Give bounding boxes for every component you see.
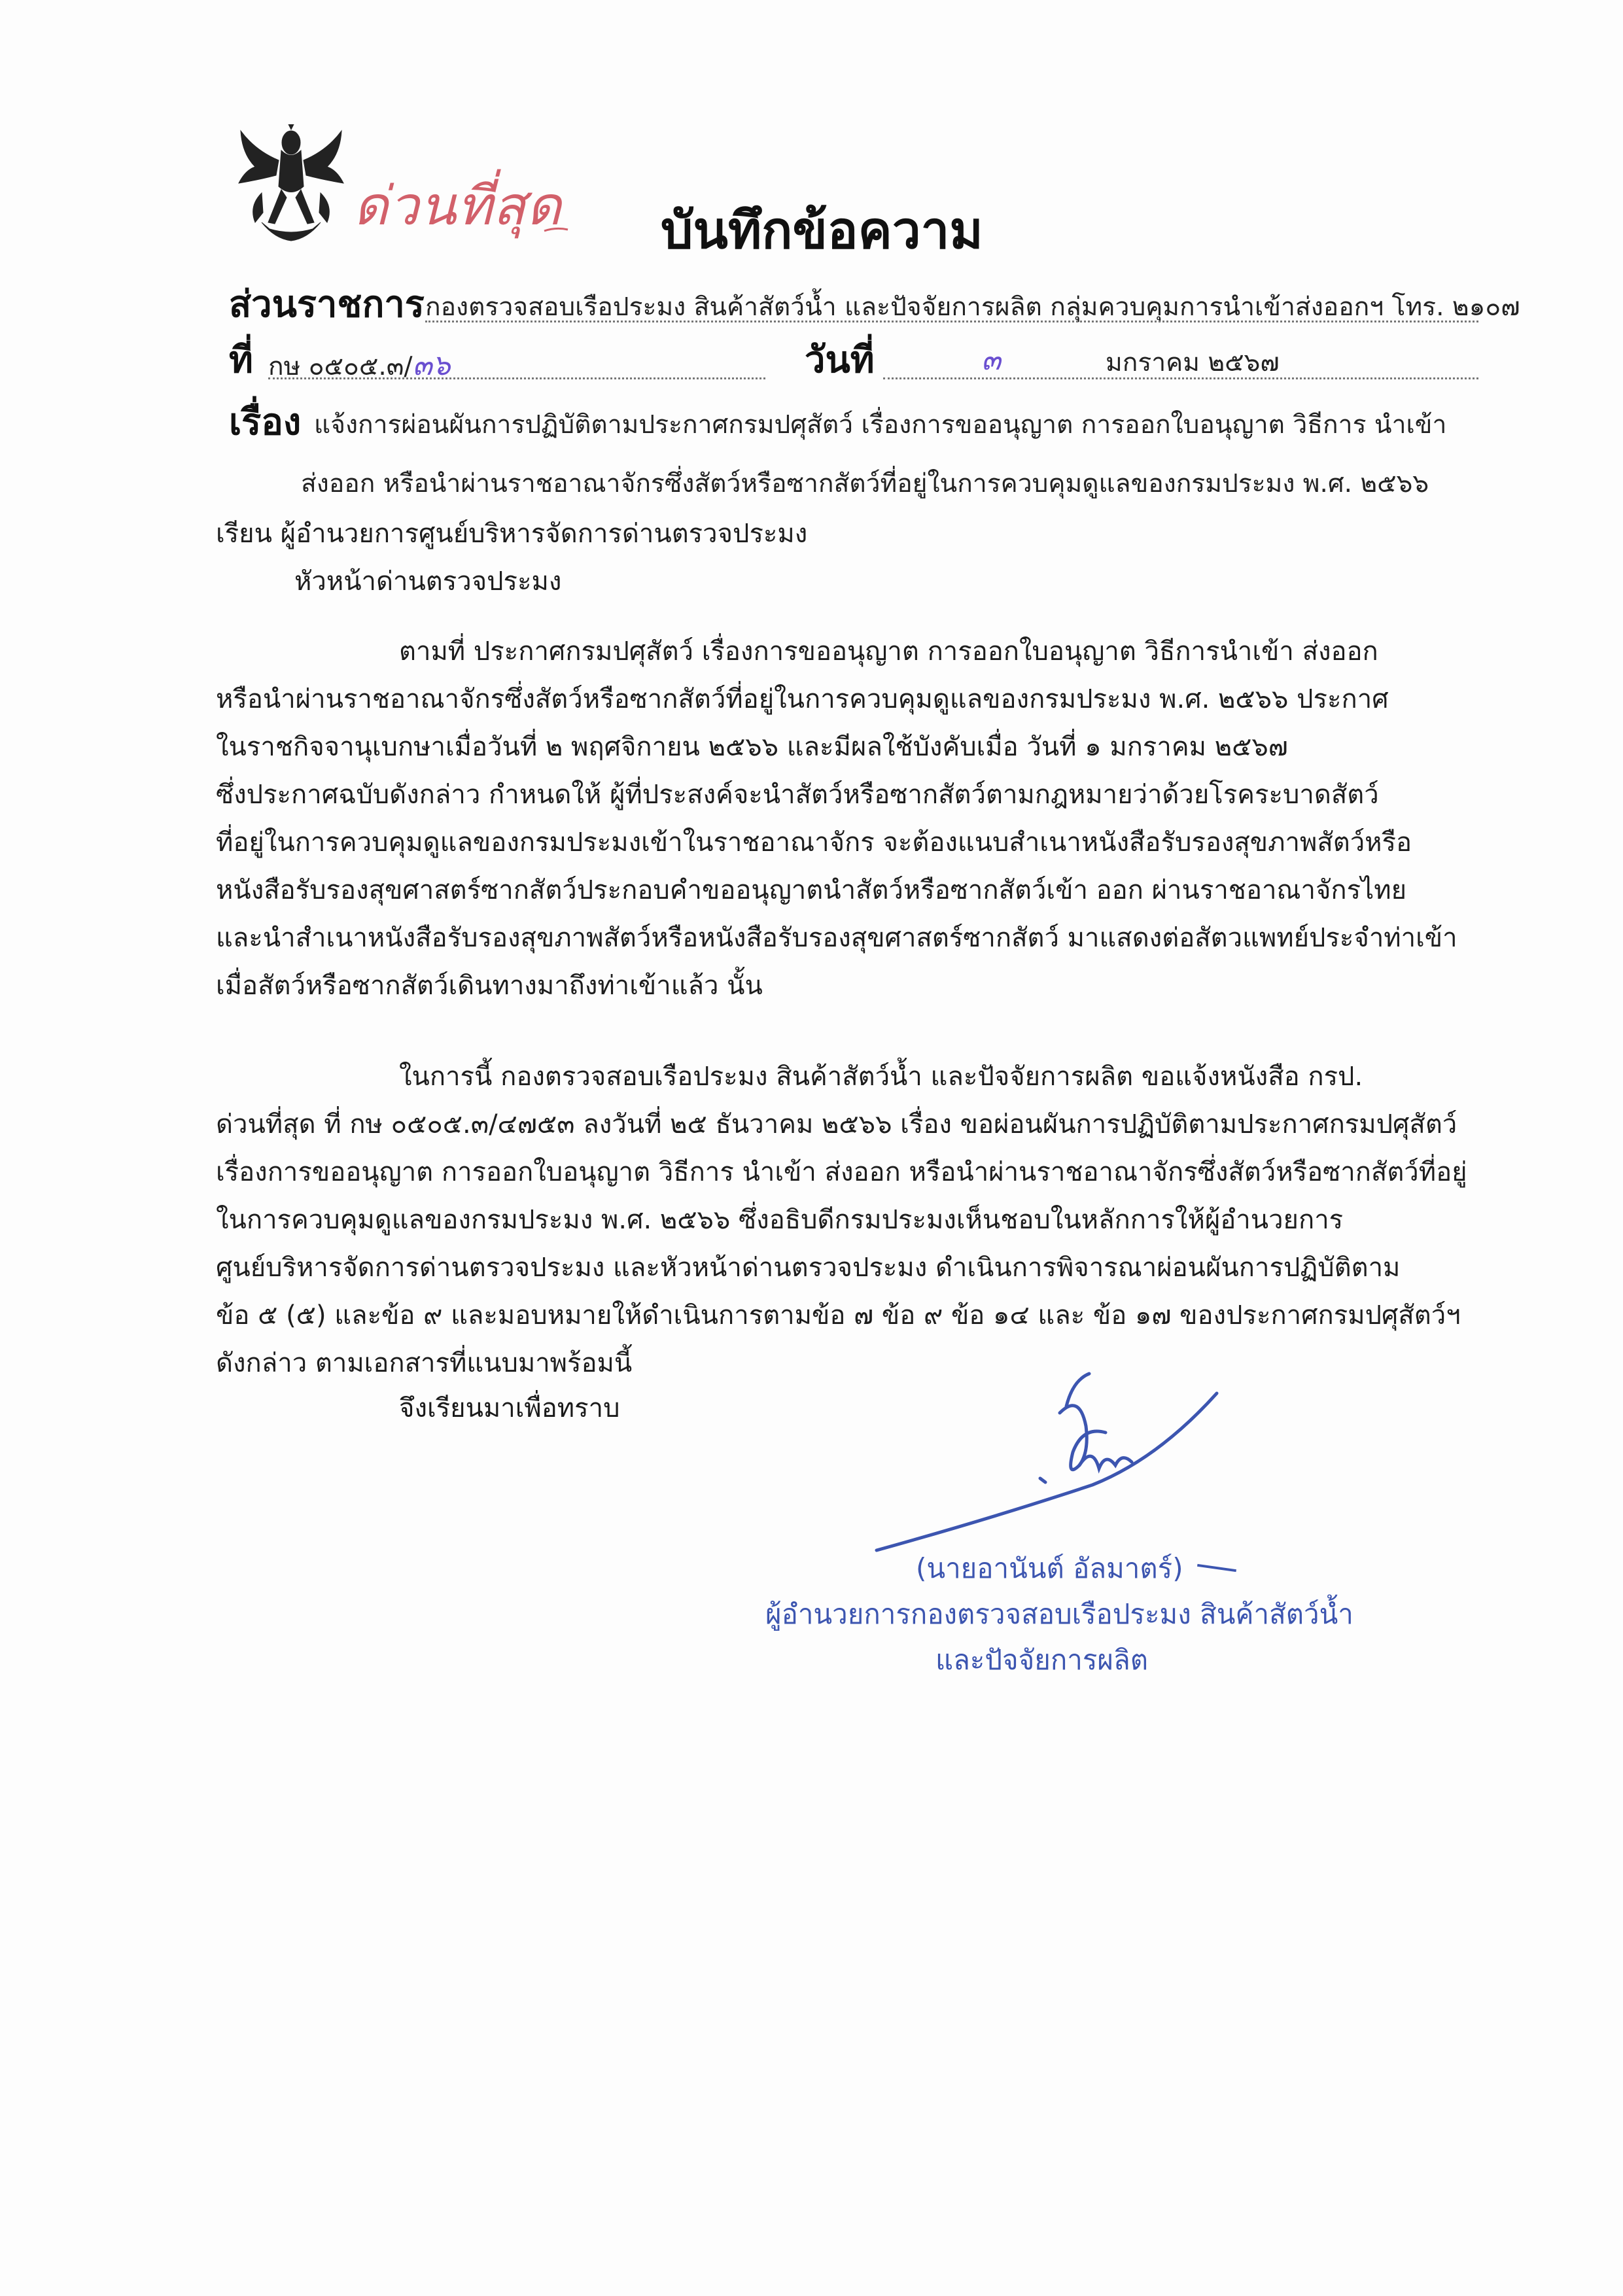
paragraph-line: ในการนี้ กองตรวจสอบเรือประมง สินค้าสัตว์น้ำ และปัจจัยการผลิต ขอแจ้งหนังสือ กรป.	[399, 1062, 1363, 1092]
agency-dotted-line	[425, 321, 1478, 322]
paragraph-line: ในการควบคุมดูแลของกรมประมง พ.ศ. ๒๕๖๖ ซึ่งอธิบดีกรมประมงเห็นชอบในหลักการให้ผู้อำนวยการ	[216, 1205, 1344, 1235]
closing-line: จึงเรียนมาเพื่อทราบ	[399, 1393, 620, 1423]
reference-handwritten-number: ๓๖	[412, 349, 451, 382]
date-dotted-line	[883, 377, 1478, 379]
signatory-name: (นายอานันต์ อัลมาตร์)	[916, 1552, 1183, 1584]
subject-row	[229, 392, 1478, 517]
paragraph-line: ซึ่งประกาศฉบับดังกล่าว กำหนดให้ ผู้ที่ประสงค์จะนำสัตว์หรือซากสัตว์ตามกฎหมายว่าด้วยโรคระบาดสัตว์	[216, 780, 1379, 810]
paragraph-2	[216, 1053, 1467, 1387]
date-value: มกราคม ๒๕๖๗	[1106, 348, 1280, 377]
paragraph-line: เมื่อสัตว์หรือซากสัตว์เดินทางมาถึงท่าเข้าแล้ว นั้น	[216, 971, 763, 1001]
subject-label: เรื่อง	[229, 401, 302, 444]
garuda-emblem-icon	[236, 124, 347, 249]
paragraph-line: ในราชกิจจานุเบกษาเมื่อวันที่ ๒ พฤศจิกายน ๒๕๖๖ และมีผลใช้บังคับเมื่อ วันที่ ๑ มกราคม ๒๕๖๗	[216, 732, 1288, 762]
signatory-position-line-1: ผู้อำนวยการกองตรวจสอบเรือประมง สินค้าสัตว์น้ำ	[765, 1598, 1353, 1630]
memo-title: บันทึกข้อความ	[661, 201, 983, 260]
reference-row	[229, 330, 1478, 389]
paragraph-line: ด่วนที่สุด ที่ กษ ๐๕๐๕.๓/๔๗๕๓ ลงวันที่ ๒๕ ธันวาคม ๒๕๖๖ เรื่อง ขอผ่อนผันการปฏิบัติตามประกาศกรมปศุสัตว์	[216, 1109, 1457, 1139]
paragraph-1	[216, 628, 1459, 1010]
signatory-position-line-2: และปัจจัยการผลิต	[935, 1644, 1149, 1676]
paragraph-line: ที่อยู่ในการควบคุมดูแลของกรมประมงเข้าในราชอาณาจักร จะต้องแนบสำเนาหนังสือรับรองสุขภาพสัตว์หรือ	[216, 827, 1412, 858]
paragraph-line: เรื่องการขออนุญาต การออกใบอนุญาต วิธีการ นำเข้า ส่งออก หรือนำผ่านราชอาณาจักรซึ่งสัตว์หรือซากสัตว์ที่อยู่	[216, 1157, 1467, 1187]
date-label: วันที่	[805, 339, 875, 381]
handwritten-signature	[864, 1354, 1243, 1570]
agency-row	[229, 275, 1520, 327]
agency-value: กองตรวจสอบเรือประมง สินค้าสัตว์น้ำ และปัจจัยการผลิต กลุ่มควบคุมการนำเข้าส่งออกฯ โทร. ๒๑๐๗	[425, 292, 1520, 322]
paragraph-line: ตามที่ ประกาศกรมปศุสัตว์ เรื่องการขออนุญาต การออกใบอนุญาต วิธีการนำเข้า ส่งออก	[399, 636, 1378, 667]
stamp-underline-mark	[543, 226, 569, 234]
urgent-stamp: ด่วนที่สุด	[353, 175, 562, 237]
addressee-block	[216, 510, 807, 606]
reference-value	[268, 342, 451, 388]
reference-number: กษ ๐๕๐๕.๓/	[268, 352, 413, 381]
subject-line-2: ส่งออก หรือนำผ่านราชอาณาจักรซึ่งสัตว์หรือซากสัตว์ที่อยู่ในการควบคุมดูแลของกรมประมง พ.ศ. ๒๕๖๖	[301, 469, 1429, 498]
reference-label: ที่	[229, 339, 253, 381]
date-day-handwritten: ๓	[981, 343, 1002, 377]
reference-dotted-line	[268, 377, 765, 379]
paragraph-line: และนำสำเนาหนังสือรับรองสุขภาพสัตว์หรือหนังสือรับรองสุขศาสตร์ซากสัตว์ มาแสดงต่อสัตวแพทย์ประจำท่าเข้า	[216, 923, 1457, 953]
paragraph-line: ศูนย์บริหารจัดการด่านตรวจประมง และหัวหน้าด่านตรวจประมง ดำเนินการพิจารณาผ่อนผันการปฏิบัติตาม	[216, 1253, 1401, 1283]
paragraph-line: หนังสือรับรองสุขศาสตร์ซากสัตว์ประกอบคำขออนุญาตนำสัตว์หรือซากสัตว์เข้า ออก ผ่านราชอาณาจักรไทย	[216, 875, 1407, 905]
addressee-line-1: เรียน ผู้อำนวยการศูนย์บริหารจัดการด่านตรวจประมง	[216, 519, 808, 549]
paragraph-line: ข้อ ๕ (๕) และข้อ ๙ และมอบหมายให้ดำเนินการตามข้อ ๗ ข้อ ๙ ข้อ ๑๔ และ ข้อ ๑๗ ของประกาศกรมปศุสัตว์ฯ	[216, 1300, 1461, 1331]
paragraph-line: หรือนำผ่านราชอาณาจักรซึ่งสัตว์หรือซากสัตว์ที่อยู่ในการควบคุมดูแลของกรมประมง พ.ศ. ๒๕๖๖ ประกาศ	[216, 684, 1389, 714]
agency-label: ส่วนราชการ	[229, 283, 425, 326]
subject-line-1: แจ้งการผ่อนผันการปฏิบัติตามประกาศกรมปศุสัตว์ เรื่องการขออนุญาต การออกใบอนุญาต วิธีการ นำเข้า	[314, 410, 1447, 440]
paragraph-line: ดังกล่าว ตามเอกสารที่แนบมาพร้อมนี้	[216, 1348, 633, 1378]
addressee-line-2: หัวหน้าด่านตรวจประมง	[294, 566, 562, 597]
